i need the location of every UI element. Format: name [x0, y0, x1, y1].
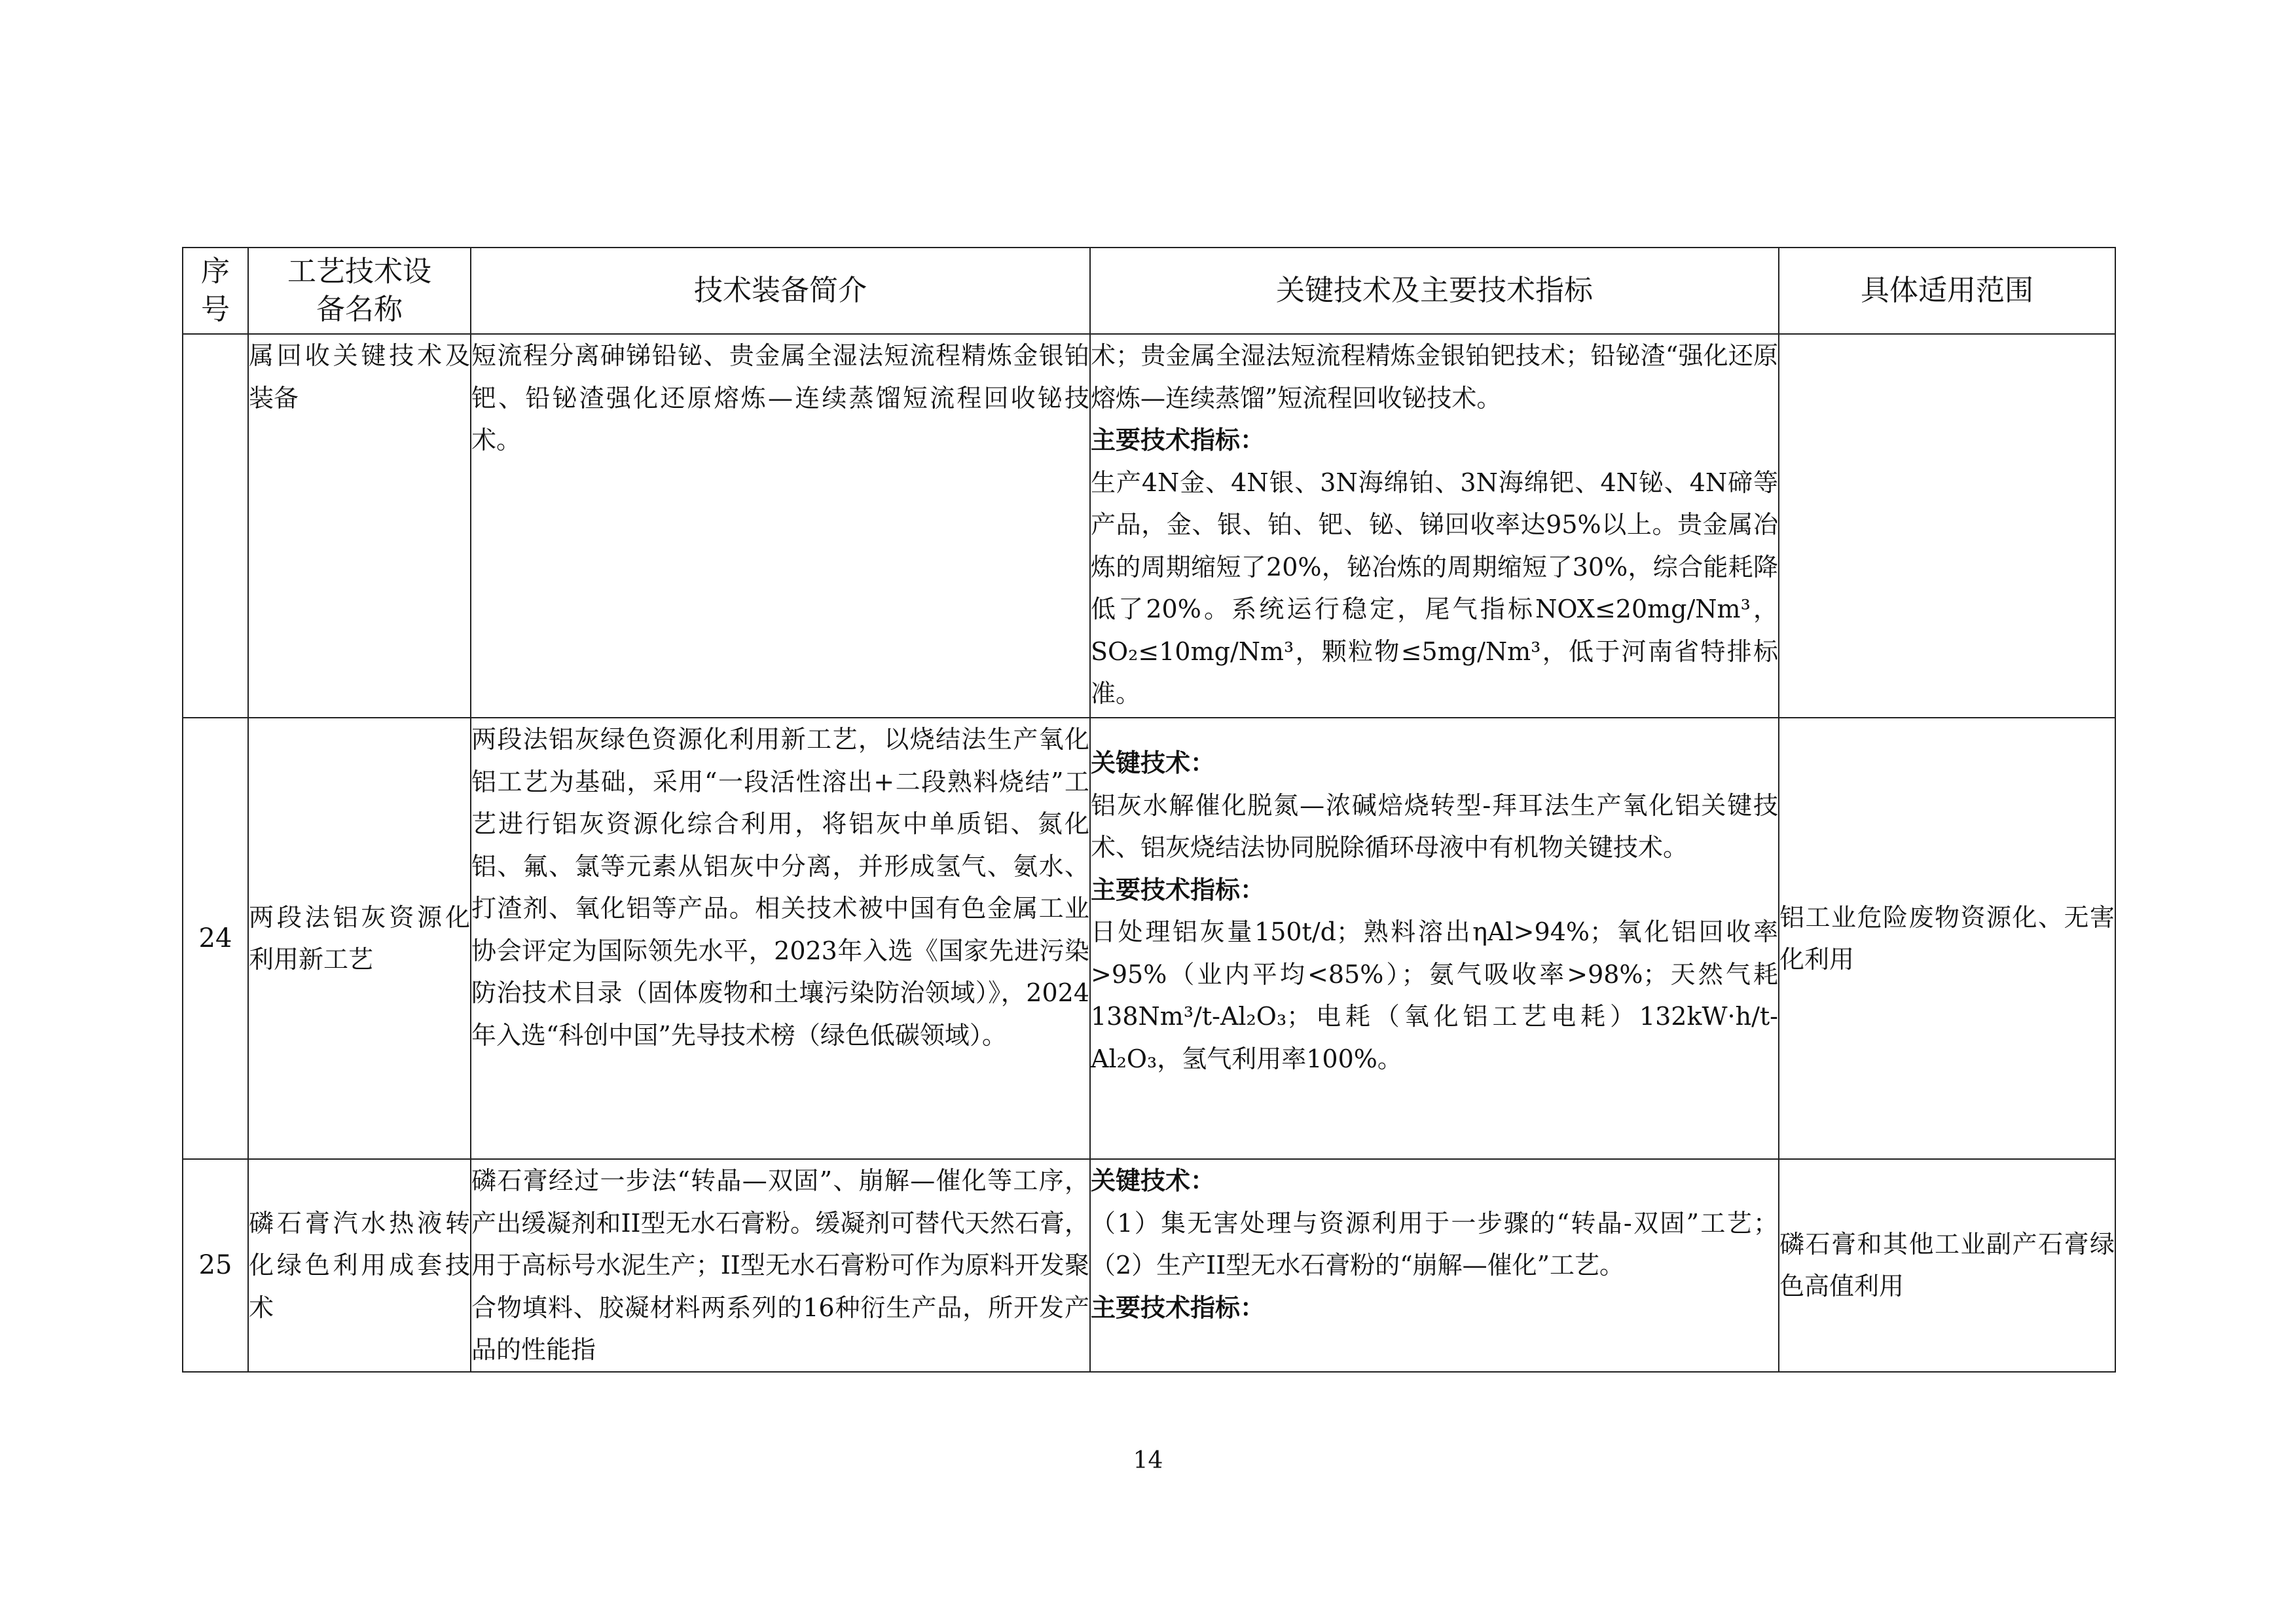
key-text: 术；贵金属全湿法短流程精炼金银铂钯技术；铅铋渣“强化还原熔炼—连续蒸馏”短流程回收铋技术。 [1091, 341, 1778, 413]
row-intro: 短流程分离砷锑铅铋、贵金属全湿法短流程精炼金银铂钯、铅铋渣强化还原熔炼—连续蒸馏短流程回收铋技术。 [471, 334, 1090, 718]
header-key: 关键技术及主要技术指标 [1090, 248, 1779, 334]
row-key [1090, 334, 1779, 718]
header-scope: 具体适用范围 [1779, 248, 2115, 334]
row-intro: 磷石膏经过一步法“转晶—双固”、崩解—催化等工序，产出缓凝剂和II型无水石膏粉。缓凝剂可替代天然石膏，用于高标号水泥生产；II型无水石膏粉可作为原料开发聚合物填料、胶凝材料两系列的16种衍生产品，所开发产品的性能指 [471, 1159, 1090, 1372]
row-name: 两段法铝灰资源化利用新工艺 [248, 718, 471, 1159]
row-name: 磷石膏汽水热液转化绿色利用成套技术 [248, 1159, 471, 1372]
key-text: 铝灰水解催化脱氮—浓碱焙烧转型-拜耳法生产氧化铝关键技术、铝灰烧结法协同脱除循环母液中有机物关键技术。 [1091, 790, 1778, 862]
table-row [183, 334, 2115, 718]
header-seq: 序号 [183, 248, 248, 334]
technology-table [182, 247, 2116, 1373]
row-scope [1779, 334, 2115, 718]
row-key [1090, 1159, 1779, 1372]
row-scope: 磷石膏和其他工业副产石膏绿色高值利用 [1779, 1159, 2115, 1372]
row-seq [183, 334, 248, 718]
row-seq: 24 [183, 718, 248, 1159]
row-scope: 铝工业危险废物资源化、无害化利用 [1779, 718, 2115, 1159]
table-row [183, 1159, 2115, 1372]
indicators-label: 主要技术指标： [1091, 1292, 1266, 1322]
table-row [183, 718, 2115, 1159]
row-name: 属回收关键技术及装备 [248, 334, 471, 718]
page-number: 14 [1133, 1447, 1163, 1474]
key-label: 关键技术： [1091, 1166, 1216, 1195]
indicators-label: 主要技术指标： [1091, 874, 1266, 904]
indicators-text: 生产4N金、4N银、3N海绵铂、3N海绵钯、4N铋、4N碲等产品，金、银、铂、钯、铋、锑回收率达95%以上。贵金属冶炼的周期缩短了20%，铋冶炼的周期缩短了30%，综合能耗降低了20%。系统运行稳定，尾气指标NOX≤20mg/Nm³，SO₂≤10mg/Nm³，颗粒物≤5mg/Nm³，低于河南省特排标准。 [1091, 468, 1778, 708]
row-intro: 两段法铝灰绿色资源化利用新工艺，以烧结法生产氧化铝工艺为基础，采用“一段活性溶出+二段熟料烧结”工艺进行铝灰资源化综合利用，将铝灰中单质铝、氮化铝、氟、氯等元素从铝灰中分离，并形成氢气、氨水、打渣剂、氧化铝等产品。相关技术被中国有色金属工业协会评定为国际领先水平，2023年入选《国家先进污染防治技术目录（固体废物和土壤污染防治领域）》，2024年入选“科创中国”先导技术榜（绿色低碳领域）。 [471, 718, 1090, 1159]
table-header-row [183, 248, 2115, 334]
row-seq: 25 [183, 1159, 248, 1372]
header-intro: 技术装备简介 [471, 248, 1090, 334]
indicators-label: 主要技术指标： [1091, 425, 1266, 454]
row-key [1090, 718, 1779, 1159]
key-text: （1）集无害处理与资源利用于一步骤的“转晶-双固”工艺；（2）生产II型无水石膏粉的“崩解—催化”工艺。 [1091, 1208, 1778, 1280]
key-label: 关键技术： [1091, 748, 1216, 777]
header-name: 工艺技术设备名称 [248, 248, 471, 334]
indicators-text: 日处理铝灰量150t/d；熟料溶出ηAl>94%；氧化铝回收率>95%（业内平均<85%）；氨气吸收率>98%；天然气耗138Nm³/t-Al₂O₃；电耗（氧化铝工艺电耗）132kW·h/t-Al₂O₃，氢气利用率100%。 [1091, 917, 1778, 1073]
